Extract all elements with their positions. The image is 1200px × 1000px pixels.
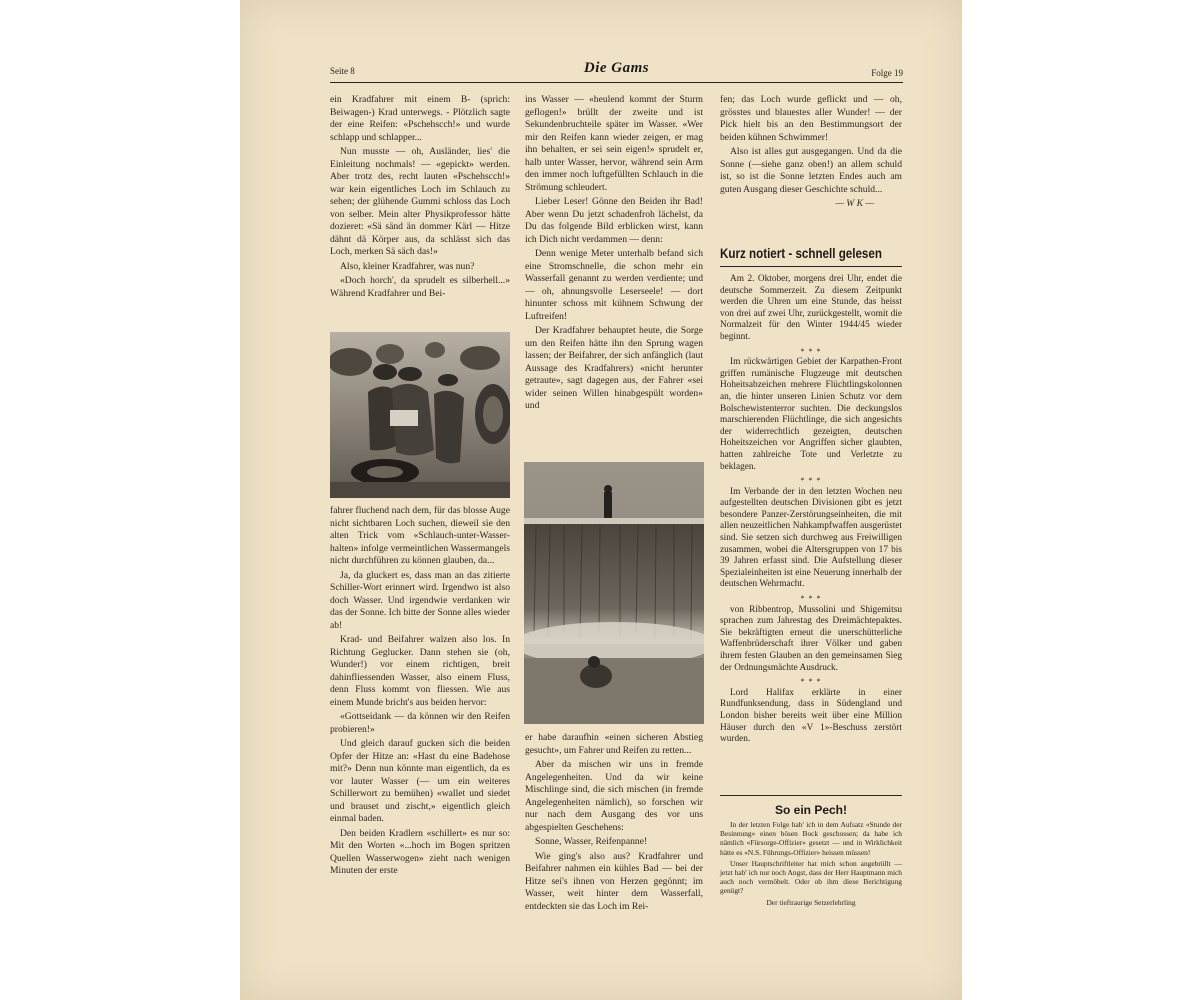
news-item: Im rückwärtigen Gebiet der Karpathen-Front griffen rumänische Flugzeuge mit deutschen Hoheitsabzeichen mehrere Flüchtlingskolonnen an, die hinter unseren Linien Schutz vor dem Bolschewistenterror suchten. Die deckungslos marschierenden Flüchtlinge, die sich angesichts der widerrechtlich gezeigten, deutschen Hoheitszeichen vor Angriffen sicher glaubten, hatten zahlreiche Tote und Verletzte zu beklagen. — [720, 357, 902, 472]
kurz-notiert-heading: Kurz notiert - schnell gelesen — [720, 246, 882, 261]
paragraph: Also ist alles gut ausgegangen. Und da die Sonne (—siehe ganz oben!) an allem schuld ist, so ist die Sonne letzten Endes auch am guten Ausgang dieser Geschichte schuld... — [720, 146, 902, 195]
paragraph: Denn wenige Meter unterhalb befand sich eine Stromschnelle, die schon mehr ein Wasserfall genannt zu werden verdiente; und — oh, ahnungsvolle Leserseele! — dort hinunter schoss mit kühnem Schwung der Luftreifen! — [525, 248, 703, 322]
paragraph: Lieber Leser! Gönne den Beiden ihr Bad! Aber wenn Du jetzt schadenfroh lächelst, da Du das folgende Bild erblicken wirst, kann ich Dich nicht verdammen — denn: — [525, 196, 703, 245]
waterfall-photo — [524, 462, 704, 724]
paragraph: Ja, da gluckert es, dass man an das zitierte Schiller-Wort erinnert wird. Irgendwo ist also doch Wasser. Und irgendwie verdanken wir das der Sonne. Ich bitte der Sonne alles wieder ab! — [330, 569, 510, 631]
paragraph: In der letzten Folge hab' ich in dem Aufsatz «Stunde der Besinnung» einen bösen Bock geschossen; da habe ich nämlich «Fürsorge-Offizier» gesetzt — und in Wirklichkeit hätte es «N.S. Führungs-Offizier» heissen müssen! — [720, 820, 902, 857]
column-2-top — [525, 94, 703, 415]
news-item: Lord Halifax erklärte in einer Rundfunksendung, dass in Südengland und London bisher bereits weit über eine Million Häuser durch den «V 1»-Beschuss zerstört wurden. — [720, 687, 902, 745]
column-1-bottom — [330, 505, 510, 880]
photo-illustration-1 — [330, 332, 510, 498]
issue-number: Folge 19 — [871, 68, 903, 78]
paragraph: ins Wasser — «heulend kommt der Sturm geflogen!» brüllt der zweite und ist Sekundenbruchteile später im Wasser. «Wer mir den Reifen kann wieder zeigen, er mag ihn behalten, er sei sein eigen!» sprudelt er, halb unter Wasser, hervor, während sein Arm den immer noch luftgefüllten Schlauch in die Strömung schleudert. — [525, 94, 703, 193]
page-number: Seite 8 — [330, 66, 355, 76]
newspaper-page — [240, 0, 962, 1000]
scan-background-right — [962, 0, 1200, 1000]
so-ein-pech-column — [720, 820, 902, 909]
paragraph: Unser Hauptschriftleiter hat mich schon angebrüllt — jetzt hab' ich nur noch Angst, dass der Herr Hauptmann mich auch noch vermöbelt. Oder ob ihm diese Berichtigung genügt? — [720, 858, 902, 896]
paragraph: fahrer fluchend nach dem, für das blosse Auge nicht sichtbaren Loch suchen, dieweil sie den alten Trick vom «Schlauch-unter-Wasser-halten» infolge vermeintlichen Wassermangels nicht durchführen zu können glauben, da... — [330, 505, 510, 566]
paragraph: Den beiden Kradlern «schillert» es nur so: Mit den Worten «...hoch im Bogen spritzen Quellen Wasserwogen» zieht nach wenigen Minuten der erste — [330, 827, 510, 876]
heading-rule — [720, 266, 902, 267]
section-rule — [720, 795, 902, 796]
paragraph: fen; das Loch wurde geflickt und — oh, grösstes und blauestes aller Wunder! — der Pick hielt bis an den Bestimmungsort der beiden kühnen Schwimmer! — [720, 94, 902, 143]
separator: * * * — [800, 476, 822, 486]
soldiers-repairing-tire-photo — [330, 332, 510, 498]
paragraph: Aber da mischen wir uns in fremde Angelegenheiten. Und da wir keine Mischlinge sind, die sich mischen (in fremde Angelegenheiten nämlich), so forschen wir nur nach dem Ausgang des vor uns abgespielten Geschehens: — [525, 759, 703, 833]
separator: * * * — [800, 594, 822, 604]
paragraph: er habe daraufhin «einen sicheren Abstieg gesucht», um Fahrer und Reifen zu retten... — [525, 732, 703, 756]
scan-background-left — [0, 0, 240, 1000]
page-header — [330, 62, 903, 82]
paragraph: ein Kradfahrer mit einem B- (sprich: Beiwagen-) Krad unterwegs. - Plötzlich sagte der eine Reifen: «Pschehscch!» und wurde schlapp und schlapper... — [330, 94, 510, 143]
paragraph: Wie ging's also aus? Kradfahrer und Beifahrer nahmen ein kühles Bad — bei der Hitze sei's ihnen von Herzen gegönnt; im Wasser, weit hinter dem Wasserfall, entdeckten sie das Loch im Rei- — [525, 850, 703, 912]
kurz-notiert-column — [720, 274, 902, 748]
news-item: Im Verbande der in den letzten Wochen neu aufgestellten deutschen Divisionen gibt es jetzt besondere Panzer-Zerstörungseinheiten, die mit allen neuzeitlichen Nahkampfwaffen ausgerüstet sind. Sie setzen sich durchweg aus Freiwilligen zusammen, wobei die Altersgruppen von 17 bis 39 Jahren erfasst sind. Die Aufstellung dieser Spezialeinheiten ist eine Neuerung innerhalb der deutschen Wehrmacht. — [720, 486, 902, 590]
paragraph: Also, kleiner Kradfahrer, was nun? — [340, 260, 475, 272]
separator: * * * — [800, 677, 822, 687]
paragraph: Der Kradfahrer behauptet heute, die Sorge um den Reifen hätte ihn den Sprung wagen lassen; der Beifahrer, der sich anfänglich (laut Aussage des Kradfahrers) «nicht herunter getraute», sagt dagegen aus, der Fahrer «sei wider seinen Willen hinabgespült worden» und — [525, 325, 703, 411]
column-3-top — [720, 94, 902, 213]
paragraph: Und gleich darauf gucken sich die beiden Opfer der Hitze an: «Hast du eine Badehose mit?» Denn nun könnte man eigentlich, da es vor lauter Wasser (— um ein weiteres Schillerwort zu bemühen) «wallet und siedet und brauset und zischt,» eigentlich gleich einmal baden. — [330, 738, 510, 824]
pech-signature: Der tieftraurige Setzerlehrling — [766, 897, 856, 907]
news-item: von Ribbentrop, Mussolini und Shigemitsu sprachen zum Jahrestag des Dreimächtepaktes. Sie bekräftigten erneut die unerschütterliche Waffenbrüderschaft ihrer Völker und gaben ihrem festen Glauben an den gemeinsamen Sieg der Ordnungsmächte Ausdruck. — [720, 604, 902, 673]
so-ein-pech-heading: So ein Pech! — [774, 803, 848, 817]
paragraph: Krad- und Beifahrer walzen also los. In Richtung Geglucker. Dann stehen sie (oh, Wunder!) vor einem richtigen, breit dahinfliessenden Wasser, also einem Fluss, denn Fluss kommt von fliessen. Wie aus einem Munde bricht's aus beiden hervor: — [330, 634, 510, 708]
author-signature: — W K — — [835, 198, 874, 209]
news-item: Am 2. Oktober, morgens drei Uhr, endet die deutsche Sommerzeit. Zu diesem Zeitpunkt werden die Uhren um eine Stunde, das heisst von drei auf zwei Uhr, zurückgestellt, womit die Normalzeit für den Winter 1944/45 wieder beginnt. — [720, 274, 902, 342]
column-1-top — [330, 94, 510, 302]
header-rule — [330, 82, 903, 83]
paragraph: «Doch horch', da sprudelt es silberhell...» Während Kradfahrer und Bei- — [330, 275, 510, 299]
paragraph: Nun musste — oh, Ausländer, lies' die Einleitung nochmals! — «gepickt» werden. Aber trotz des, recht lauten «Pschehscch!» war kein eigentliches Loch im Schlauch zu sehen; der glühende Gummi schloss das Loch von selber. Mein alter Physikprofessor hätte dozieret: «Sä sänd än dommer Kärl — Hitze dähnt dä Körper aus, da schlässt sich das Loch, merken Sä säch das!» — [330, 146, 510, 257]
paragraph: Sonne, Wasser, Reifenpanne! — [535, 836, 648, 847]
paragraph: «Gottseidank — da können wir den Reifen probieren!» — [330, 711, 510, 735]
photo-illustration-2 — [524, 462, 704, 724]
separator: * * * — [800, 346, 822, 356]
newspaper-title: Die Gams — [583, 60, 650, 76]
column-2-bottom — [525, 732, 703, 915]
